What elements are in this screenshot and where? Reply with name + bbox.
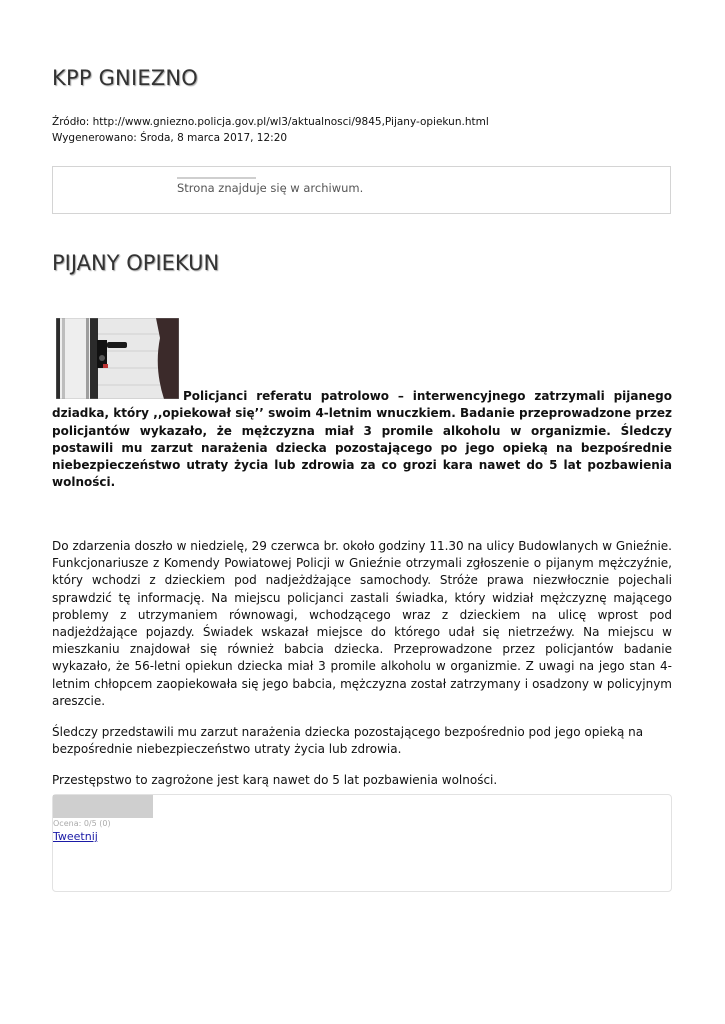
archive-notice-text: Strona znajduje się w archiwum. bbox=[177, 181, 364, 195]
document-meta bbox=[52, 114, 489, 146]
article-paragraph: Przestępstwo to zagrożone jest karą nawet do 5 lat pozbawienia wolności. bbox=[52, 773, 498, 788]
rating-box bbox=[52, 794, 672, 892]
article-body bbox=[52, 538, 672, 804]
article-paragraph: Do zdarzenia doszło w niedzielę, 29 czerwca br. około godziny 11.30 na ulicy Budowlanych w Gnieźnie. Funkcjonariusze z Komendy Powiatowej Policji w Gnieźnie otrzymali zgłoszenie o pijanym mężczyźnie, który wchodzi z dzieckiem pod nadjeżdżające samochody. Stróże prawa niezwłocznie pojechali sprawdzić tę informację. Na miejscu policjanci zastali świadka, który widział mężczyznę mającego problemy z utrzymaniem równowagi, wchodzącego wraz z dzieckiem na ulicę wprost pod nadjeżdżające pojazdy. Świadek wskazał miejsce do którego udał się nietrzeźwy. Na miejscu w mieszkaniu znajdował się również babcia dziecka. Przeprowadzone przez policjantów badanie wykazało, że 56-letni opiekun dziecka miał 3 promile alkoholu w organizmie. Z uwagi na jego stan 4-letnim chłopcem zaopiekowała się jego babcia, mężczyzna został zatrzymany i osadzony w policyjnym areszcie. bbox=[52, 539, 672, 708]
tweet-link[interactable]: Tweetnij bbox=[53, 830, 98, 843]
door-photo-image bbox=[56, 318, 179, 399]
rating-label: Ocena: 0/5 (0) bbox=[53, 819, 111, 828]
article-photo bbox=[56, 318, 179, 399]
article-paragraph: Śledczy przedstawili mu zarzut narażenia dziecka pozostającego bezpośrednio pod jego opieką na bezpośrednie niebezpieczeństwo utraty życia lub zdrowia. bbox=[52, 725, 644, 757]
article-lead-text: Policjanci referatu patrolowo – interwencyjnego zatrzymali pijanego dziadka, który ,,opiekował się’’ swoim 4-letnim wnuczkiem. Badanie przeprowadzone przez policjantów wykazało, że mężczyzna miał 3 promile alkoholu w organizmie. Śledczy postawili mu zarzut narażenia dziecka pozostającego po jego opieką na bezpośrednie niebezpieczeństwo utraty życia lub zdrowia za co grozi kara nawet do 5 lat pozbawienia wolności. bbox=[52, 389, 672, 490]
lead-image-spacer bbox=[52, 388, 183, 401]
archive-notice bbox=[52, 166, 671, 214]
archive-notice-bar bbox=[177, 177, 256, 179]
source-url: Źródło: http://www.gniezno.policja.gov.pl/wl3/aktualnosci/9845,Pijany-opiekun.html bbox=[52, 116, 489, 128]
article-lead bbox=[52, 388, 672, 492]
generated-date: Wygenerowano: Środa, 8 marca 2017, 12:20 bbox=[52, 132, 288, 144]
article-title: PIJANY OPIEKUN bbox=[52, 251, 220, 275]
site-title: KPP GNIEZNO bbox=[52, 66, 199, 90]
rating-stars-bar[interactable] bbox=[53, 795, 153, 818]
